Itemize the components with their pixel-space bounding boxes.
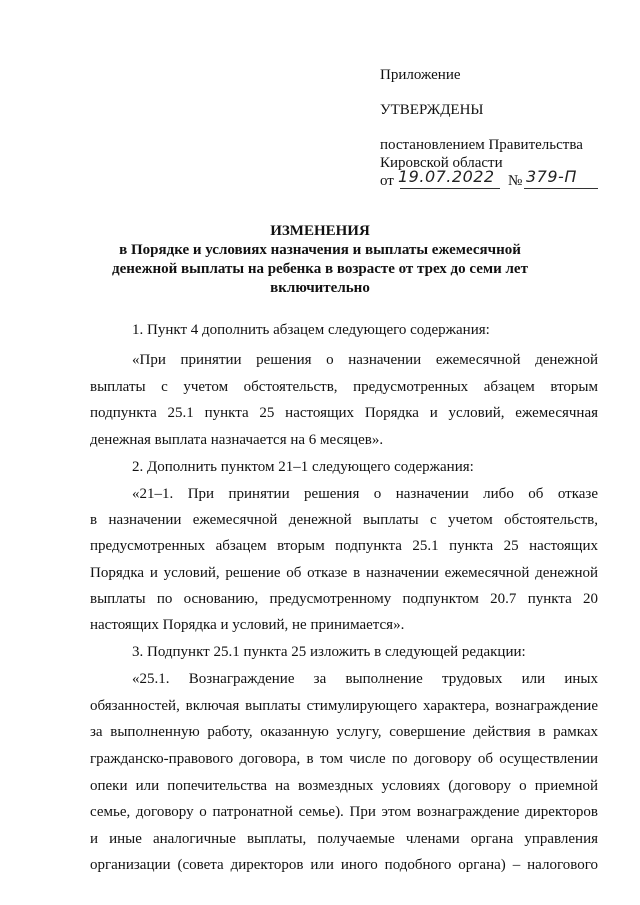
body-line: и иные аналогичные выплаты, получаемые членами органа управления bbox=[90, 831, 598, 847]
number-underline bbox=[524, 188, 598, 189]
body-line: «25.1. Вознаграждение за выполнение трудовых или иных bbox=[132, 671, 598, 687]
body-line: гражданско-правового договора, в том числе по договору об осуществлении bbox=[90, 751, 598, 767]
body-line: настоящих Порядка и условий, не принимается». bbox=[90, 617, 405, 633]
body-line: в назначении ежемесячной денежной выплаты с учетом обстоятельств, bbox=[90, 512, 598, 528]
document-heading: ИЗМЕНЕНИЯ bbox=[270, 223, 370, 239]
decree-date-number-line bbox=[380, 168, 600, 194]
body-line: семье, договору о патронатной семье). При этом вознаграждение директоров bbox=[90, 804, 598, 820]
decree-line-2: Кировской области bbox=[380, 155, 503, 171]
handwritten-date: 19.07.2022 bbox=[398, 167, 495, 186]
title-line-3: включительно bbox=[270, 280, 370, 296]
body-line: 1. Пункт 4 дополнить абзацем следующего содержания: bbox=[132, 322, 490, 338]
approved-label: УТВЕРЖДЕНЫ bbox=[380, 102, 484, 118]
title-line-1: в Порядке и условиях назначения и выплаты ежемесячной bbox=[119, 242, 521, 258]
appendix-label: Приложение bbox=[380, 67, 461, 83]
decree-line-1: постановлением Правительства bbox=[380, 137, 583, 153]
handwritten-number: 379-П bbox=[526, 167, 577, 186]
title-line-2: денежной выплаты на ребенка в возрасте от трех до семи лет bbox=[112, 261, 528, 277]
body-line: 2. Дополнить пунктом 21–1 следующего содержания: bbox=[132, 459, 474, 475]
body-line: выплаты по основанию, предусмотренному подпунктом 20.7 пункта 20 bbox=[90, 591, 598, 607]
body-line: 3. Подпункт 25.1 пункта 25 изложить в следующей редакции: bbox=[132, 644, 526, 660]
body-line: выплаты с учетом обстоятельств, предусмотренных абзацем вторым bbox=[90, 379, 598, 395]
body-line: «21–1. При принятии решения о назначении либо об отказе bbox=[132, 486, 598, 502]
body-line: предусмотренных абзацем вторым подпункта 25.1 пункта 25 настоящих bbox=[90, 538, 598, 554]
body-line: за выполненную работу, оказанную услугу, совершение действия в рамках bbox=[90, 724, 598, 740]
date-underline bbox=[400, 188, 500, 189]
body-line: Порядка и условий, решение об отказе в назначении ежемесячной денежной bbox=[90, 565, 598, 581]
body-line: опеки или попечительства на возмездных условиях (договору о приемной bbox=[90, 778, 598, 794]
number-prefix: № bbox=[508, 173, 523, 189]
date-prefix: от bbox=[380, 173, 394, 189]
body-line: денежная выплата назначается на 6 месяцев». bbox=[90, 432, 384, 448]
body-line: организации (совета директоров или иного подобного органа) – налогового bbox=[90, 857, 598, 873]
body-line: обязанностей, включая выплаты стимулирующего характера, вознаграждение bbox=[90, 698, 598, 714]
body-line: подпункта 25.1 пункта 25 настоящих Порядка и условий, ежемесячная bbox=[90, 405, 598, 421]
body-line: «При принятии решения о назначении ежемесячной денежной bbox=[132, 352, 598, 368]
